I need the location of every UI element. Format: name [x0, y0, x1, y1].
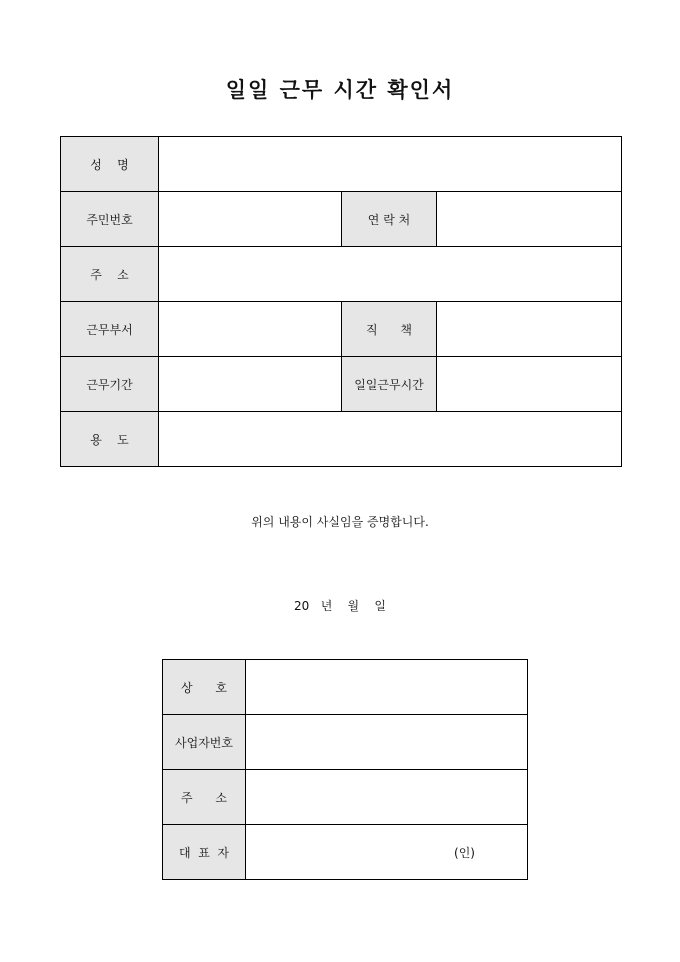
business-info-table [162, 659, 528, 880]
certify-statement: 위의 내용이 사실임을 증명합니다. [251, 515, 429, 529]
contact-field[interactable] [437, 192, 622, 247]
trade-name-field[interactable] [246, 660, 528, 715]
position-field[interactable] [437, 302, 622, 357]
business-no-field[interactable] [246, 715, 528, 770]
resident-no-field[interactable] [159, 192, 342, 247]
table-row [61, 302, 622, 357]
period-field[interactable] [159, 357, 342, 412]
daily-hours-field[interactable] [437, 357, 622, 412]
table-row [61, 247, 622, 302]
business-address-label: 주 소 [163, 770, 246, 825]
address-field[interactable] [159, 247, 622, 302]
trade-name-label: 상 호 [163, 660, 246, 715]
table-row [61, 192, 622, 247]
name-label: 성 명 [61, 137, 159, 192]
table-row [61, 412, 622, 467]
employee-info-table [60, 136, 622, 467]
department-label: 근무부서 [61, 302, 159, 357]
contact-label: 연 락 처 [342, 192, 437, 247]
position-label: 직 책 [342, 302, 437, 357]
department-field[interactable] [159, 302, 342, 357]
table-row [163, 825, 528, 880]
name-field[interactable] [159, 137, 622, 192]
purpose-label: 용 도 [61, 412, 159, 467]
representative-field[interactable] [246, 825, 528, 880]
table-row [61, 357, 622, 412]
address-label: 주 소 [61, 247, 159, 302]
seal-mark: (인) [454, 845, 475, 860]
table-row [61, 137, 622, 192]
representative-label: 대 표 자 [163, 825, 246, 880]
business-address-field[interactable] [246, 770, 528, 825]
date-line: 20 년 월 일 [293, 599, 386, 613]
period-label: 근무기간 [61, 357, 159, 412]
daily-hours-label: 일일근무시간 [342, 357, 437, 412]
purpose-field[interactable] [159, 412, 622, 467]
table-row [163, 660, 528, 715]
resident-no-label: 주민번호 [61, 192, 159, 247]
table-row [163, 715, 528, 770]
table-row [163, 770, 528, 825]
document-title: 일일 근무 시간 확인서 [225, 77, 455, 102]
business-no-label: 사업자번호 [163, 715, 246, 770]
